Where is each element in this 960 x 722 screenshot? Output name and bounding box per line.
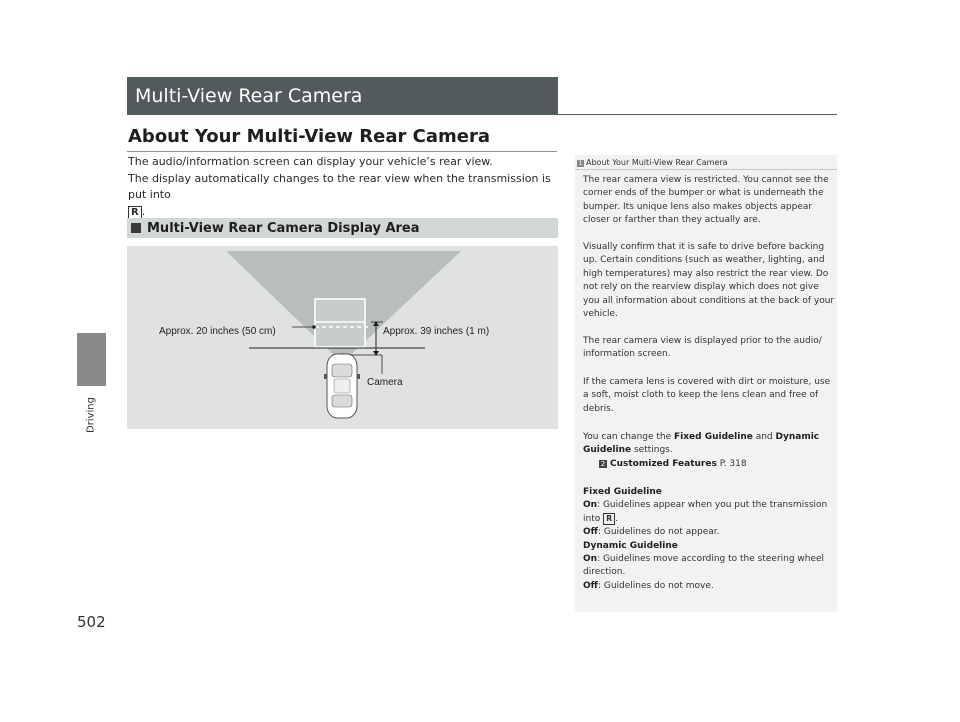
sidebar-title bbox=[577, 158, 728, 167]
intro-line-2: The display automatically changes to the rear view when the transmission is put into bbox=[128, 171, 551, 201]
section-title-text: Multi-View Rear Camera bbox=[135, 85, 363, 107]
page-number: 502 bbox=[77, 613, 106, 631]
para5-mid: and bbox=[752, 432, 776, 442]
fixed-off-label: Off bbox=[583, 527, 598, 538]
fixed-on-label: On bbox=[583, 500, 598, 511]
subheading-text: Multi-View Rear Camera Display Area bbox=[147, 220, 420, 236]
gear-r-badge: R bbox=[128, 206, 142, 220]
dynamic-off-text: : Guidelines do not move. bbox=[597, 580, 714, 591]
dynamic-on-label: On bbox=[583, 554, 598, 565]
chapter-label: Driving bbox=[85, 397, 97, 433]
sidebar-para-4: If the camera lens is covered with dirt or moisture, use a soft, moist cloth to keep the lens clean and free of debris. bbox=[583, 377, 831, 414]
sidebar-para-3: The rear camera view is displayed prior to the audio/ information screen. bbox=[583, 336, 822, 360]
sidebar-rule bbox=[575, 169, 837, 170]
gear-r-badge-small: R bbox=[603, 513, 615, 525]
para5-post: settings. bbox=[631, 445, 673, 456]
reference-link[interactable] bbox=[583, 459, 747, 469]
fixed-guideline-term: Fixed Guideline bbox=[674, 432, 753, 442]
dynamic-guideline-title: Dynamic Guideline bbox=[583, 540, 678, 551]
camera-diagram bbox=[127, 246, 558, 429]
label-20-inches: Approx. 20 inches (50 cm) bbox=[159, 326, 276, 337]
dynamic-on-text: : Guidelines move according to the steering wheel direction. bbox=[583, 554, 825, 578]
dynamic-off-label: Off bbox=[583, 580, 598, 591]
para5-pre: You can change the bbox=[583, 432, 675, 442]
reference-page: P. 318 bbox=[719, 458, 747, 469]
sidebar-notes bbox=[575, 155, 837, 612]
fixed-off-text: : Guidelines do not appear. bbox=[597, 527, 720, 538]
left-leader-dot bbox=[312, 325, 316, 329]
chapter-tab bbox=[77, 333, 106, 386]
intro-end: . bbox=[141, 204, 146, 218]
reference-label: Customized Features bbox=[610, 458, 717, 469]
square-bullet-icon bbox=[131, 223, 141, 233]
sidebar-para-2: Visually confirm that it is safe to drive before backing up. Certain conditions (such as weather, lighting, and high temperatures) may also restrict the rear view. Do not rely on the rearview display which does not give you all information about conditions at the back of your vehicle. bbox=[583, 242, 835, 320]
sidebar-para-5 bbox=[583, 431, 835, 471]
sidebar-title-text: About Your Multi-View Rear Camera bbox=[586, 158, 728, 167]
intro-paragraph bbox=[128, 154, 560, 220]
fixed-on-end: . bbox=[615, 513, 619, 524]
label-camera: Camera bbox=[367, 377, 403, 388]
heading-rule bbox=[127, 151, 557, 152]
title-rule bbox=[558, 114, 837, 115]
sidebar-para-1: The rear camera view is restricted. You cannot see the corner ends of the bumper or what is underneath the bumper. Its unique lens also makes objects appear closer or farther than they actually are. bbox=[583, 175, 829, 226]
reference-arrow-icon: 2 bbox=[600, 459, 606, 468]
fixed-guideline-title: Fixed Guideline bbox=[583, 487, 662, 497]
intro-line-1: The audio/information screen can display your vehicle’s rear view. bbox=[128, 155, 493, 168]
fixed-on-text: : Guidelines appear when you put the transmission into bbox=[583, 500, 828, 524]
camera-diagram-svg bbox=[127, 246, 558, 429]
label-39-inches: Approx. 39 inches (1 m) bbox=[383, 326, 490, 337]
subheading bbox=[127, 218, 558, 238]
page-heading: About Your Multi-View Rear Camera bbox=[128, 126, 490, 147]
car-icon bbox=[324, 354, 360, 418]
note-marker-icon: 1 bbox=[578, 160, 583, 167]
section-title bbox=[127, 77, 558, 115]
dynamic-guideline-term: Dynamic Guideline bbox=[583, 432, 820, 456]
guideline-settings bbox=[583, 486, 835, 593]
guideline-box bbox=[315, 299, 365, 347]
